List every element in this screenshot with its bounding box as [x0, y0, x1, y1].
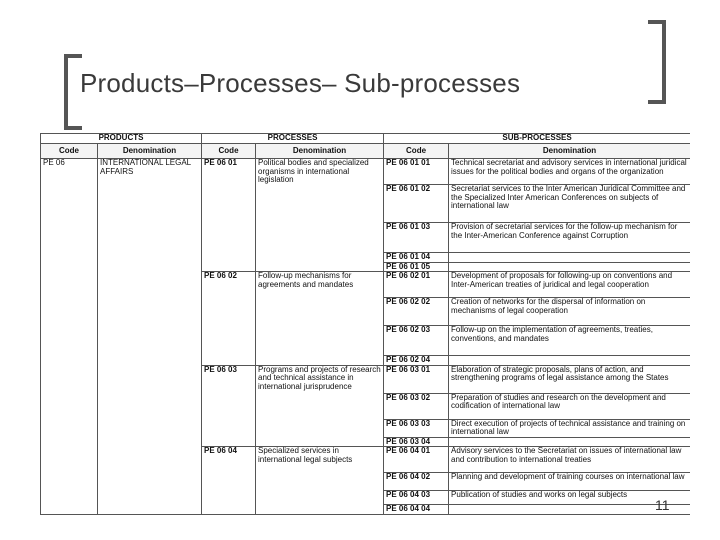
subprocess-code: PE 06 01 05	[384, 262, 449, 272]
process-code: PE 06 03	[202, 365, 256, 447]
subprocess-name	[449, 505, 690, 515]
subprocess-name: Elaboration of strategic proposals, plans of action, and strengthening programs of legal assistance among the States	[449, 365, 690, 393]
page-number: 11	[655, 497, 670, 513]
subprocess-code: PE 06 01 03	[384, 223, 449, 253]
subprocess-code: PE 06 03 01	[384, 365, 449, 393]
subprocess-name: Preparation of studies and research on the development and codification of international law	[449, 393, 690, 419]
subprocess-name	[449, 356, 690, 366]
col-header-product-denomination: Denomination	[98, 144, 202, 159]
table-row	[41, 159, 691, 185]
subprocess-code: PE 06 03 02	[384, 393, 449, 419]
subprocess-code: PE 06 04 04	[384, 505, 449, 515]
subprocess-code: PE 06 04 02	[384, 473, 449, 491]
subprocess-code: PE 06 01 04	[384, 253, 449, 263]
product-code: PE 06	[41, 159, 98, 515]
subprocess-code: PE 06 03 03	[384, 419, 449, 437]
subprocess-code: PE 06 02 02	[384, 298, 449, 326]
process-name: Follow-up mechanisms for agreements and mandates	[256, 272, 384, 366]
subprocess-name	[449, 437, 690, 447]
col-header-subprocess-denomination: Denomination	[449, 144, 690, 159]
group-header-products: PRODUCTS	[41, 134, 202, 144]
subprocess-name: Publication of studies and works on legal subjects	[449, 491, 690, 505]
subprocess-code: PE 06 01 02	[384, 185, 449, 223]
process-name: Specialized services in international legal subjects	[256, 447, 384, 515]
col-header-subprocess-code: Code	[384, 144, 449, 159]
subprocess-name: Technical secretariat and advisory services in international juridical issues for the political bodies and organs of the organization	[449, 159, 690, 185]
process-code: PE 06 01	[202, 159, 256, 272]
subprocess-code: PE 06 02 01	[384, 272, 449, 298]
process-name: Programs and projects of research and technical assistance in international jurisprudence	[256, 365, 384, 447]
subprocess-name	[449, 253, 690, 263]
subprocess-code: PE 06 04 01	[384, 447, 449, 473]
subprocess-code: PE 06 01 01	[384, 159, 449, 185]
group-header-subprocesses: SUB-PROCESSES	[384, 134, 690, 144]
process-code: PE 06 04	[202, 447, 256, 515]
product-name: INTERNATIONAL LEGAL AFFAIRS	[98, 159, 202, 515]
subprocess-code: PE 06 04 03	[384, 491, 449, 505]
col-header-process-denomination: Denomination	[256, 144, 384, 159]
subprocess-name: Follow-up on the implementation of agreements, treaties, conventions, and mandates	[449, 326, 690, 356]
subprocess-name	[449, 262, 690, 272]
group-header-processes: PROCESSES	[202, 134, 384, 144]
subprocess-name: Secretariat services to the Inter American Juridical Committee and the Specialized Inter American Conferences on subjects of international law	[449, 185, 690, 223]
subprocess-code: PE 06 03 04	[384, 437, 449, 447]
col-header-process-code: Code	[202, 144, 256, 159]
products-processes-table	[40, 133, 690, 530]
slide-title: Products–Processes– Sub-processes	[80, 68, 521, 98]
subprocess-name: Creation of networks for the dispersal of information on mechanisms of legal cooperation	[449, 298, 690, 326]
col-header-product-code: Code	[41, 144, 98, 159]
subprocess-name: Planning and development of training courses on international law	[449, 473, 690, 491]
subprocess-name: Advisory services to the Secretariat on issues of international law and contribution to international treaties	[449, 447, 690, 473]
subprocess-name: Provision of secretarial services for the follow-up mechanism for the Inter-American Conference against Corruption	[449, 223, 690, 253]
subprocess-code: PE 06 02 03	[384, 326, 449, 356]
process-name: Political bodies and specialized organisms in international legislation	[256, 159, 384, 272]
subprocess-code: PE 06 02 04	[384, 356, 449, 366]
subprocess-name: Development of proposals for following-up on conventions and Inter-American treaties of juridical and legal cooperation	[449, 272, 690, 298]
process-code: PE 06 02	[202, 272, 256, 366]
subprocess-name: Direct execution of projects of technical assistance and training on international law	[449, 419, 690, 437]
right-bracket-decoration	[648, 20, 666, 104]
